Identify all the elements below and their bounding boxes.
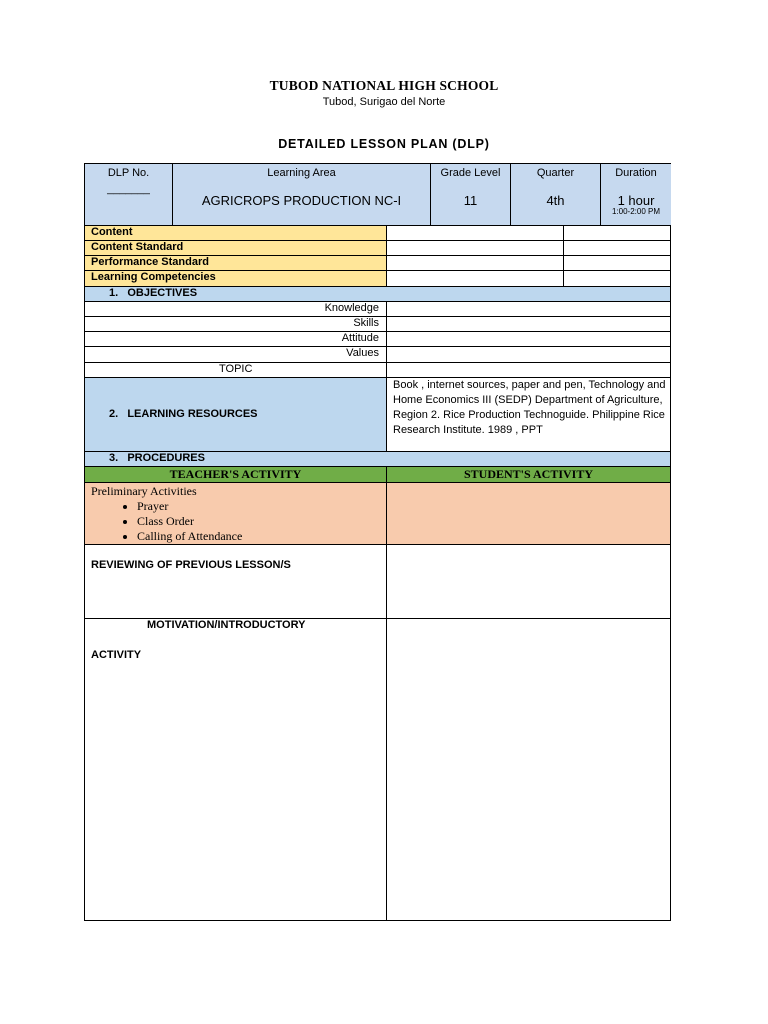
duration-time: 1:00-2:00 PM <box>611 207 661 216</box>
dlp-number-cell <box>85 164 173 226</box>
learning-competencies-cell-1 <box>387 271 564 287</box>
reviewing-previous-lesson-label: REVIEWING OF PREVIOUS LESSON/S <box>85 545 387 619</box>
motivation-cell <box>85 619 387 920</box>
values-label: Values <box>85 347 387 363</box>
activity-label: ACTIVITY <box>91 649 142 661</box>
topic-label: TOPIC <box>85 363 387 378</box>
values-cell <box>387 347 670 363</box>
list-item: • Class Order <box>137 514 386 529</box>
grade-level-value: 11 <box>463 193 478 208</box>
preliminary-activities-title: Preliminary Activities <box>91 484 197 498</box>
learning-resources-text: Book , internet sources, paper and pen, Technology and Home Economics III (SEDP) Department of Agriculture, Region 2. Rice Production Technoguide. Philippine Rice Research Institute. 1989 , PPT <box>387 378 670 452</box>
motivation-label: MOTIVATION/INTRODUCTORY <box>147 619 306 631</box>
learning-competencies-label: Learning Competencies <box>85 271 387 287</box>
performance-standard-cell-2 <box>564 256 670 271</box>
topic-cell <box>387 363 670 378</box>
performance-standard-cell-1 <box>387 256 564 271</box>
teacher-activity-heading: TEACHER'S ACTIVITY <box>85 467 387 483</box>
duration-cell <box>601 164 671 226</box>
objectives-heading: 1. OBJECTIVES <box>85 287 670 302</box>
preliminary-student-cell <box>387 483 670 545</box>
content-label: Content <box>85 226 387 241</box>
quarter-cell <box>511 164 601 226</box>
lesson-plan-table <box>84 163 671 921</box>
grade-level-cell <box>431 164 511 226</box>
content-cell-1 <box>387 226 564 241</box>
learning-resources-heading: 2. LEARNING RESOURCES <box>85 378 387 452</box>
knowledge-label: Knowledge <box>85 302 387 317</box>
skills-label: Skills <box>85 317 387 332</box>
learning-area-cell <box>173 164 431 226</box>
attitude-label: Attitude <box>85 332 387 347</box>
learning-competencies-cell-2 <box>564 271 670 287</box>
learning-area-value: AGRICROPS PRODUCTION NC-I <box>201 193 402 208</box>
document-title: DETAILED LESSON PLAN (DLP) <box>278 137 490 151</box>
duration-label: Duration <box>615 167 657 179</box>
dlp-number-value: _______ <box>107 183 150 195</box>
quarter-label: Quarter <box>536 167 575 179</box>
content-standard-cell-2 <box>564 241 670 256</box>
procedures-heading: 3. PROCEDURES <box>85 452 670 467</box>
attitude-cell <box>387 332 670 347</box>
school-address: Tubod, Surigao del Norte <box>322 96 446 108</box>
motivation-student-cell <box>387 619 670 920</box>
student-activity-heading: STUDENT'S ACTIVITY <box>387 467 670 483</box>
knowledge-cell <box>387 302 670 317</box>
preliminary-activities-cell <box>85 483 387 545</box>
performance-standard-label: Performance Standard <box>85 256 387 271</box>
preliminary-activities-list <box>91 499 386 544</box>
reviewing-student-cell <box>387 545 670 619</box>
content-standard-label: Content Standard <box>85 241 387 256</box>
grade-level-label: Grade Level <box>440 167 501 179</box>
dlp-number-label: DLP No. <box>107 167 150 179</box>
list-item: • Prayer <box>137 499 386 514</box>
school-name: TUBOD NATIONAL HIGH SCHOOL <box>269 78 499 93</box>
skills-cell <box>387 317 670 332</box>
learning-area-label: Learning Area <box>267 167 336 179</box>
content-standard-cell-1 <box>387 241 564 256</box>
duration-value: 1 hour <box>617 193 655 208</box>
quarter-value: 4th <box>546 193 565 208</box>
content-cell-2 <box>564 226 670 241</box>
list-item: • Calling of Attendance <box>137 529 386 544</box>
